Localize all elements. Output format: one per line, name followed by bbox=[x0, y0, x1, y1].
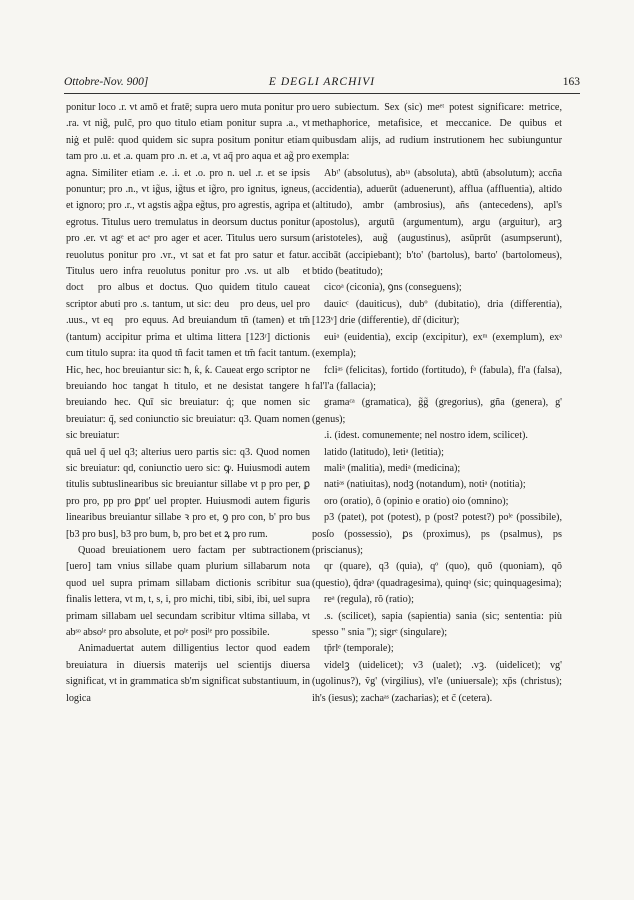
left-paragraph-4: Animaduertat autem dilligentius lector quod eadem breuiatura in diuersis materijs uel scientijs diuersa significat, vt in grammatica sb'm significat substantiuum, in logica bbox=[66, 643, 310, 704]
abbrev-entry-t: tp̃rlᵉ (temporale); bbox=[324, 643, 394, 655]
left-paragraph-2: quã uel q̃ uel q3; alterius uero partis sic: q3. Quod nomen sic breuiatur: qd, coniunctio uero sic: ꝙ. Huiusmodi autem titulis subtuslinearibus sic breuiantur sillabe vt p pro per, ꝑ pro pro, pp pro ꝑpt' uel propter. Huiusmodi autem figuris linearibus breuiantur sillabe ꝛ pro et, ꝯ pro con, b' pro bus [b3 pro bus], b3 pro bum, b, pro bet et ꝝ pro rum. bbox=[66, 446, 310, 540]
abbrev-entry-o: oro (oratio), ô (opinio e oratio) oio (omnino); bbox=[324, 495, 509, 507]
abbrev-entry-i: .i. (idest. comunemente; nel nostro idem, scilicet). bbox=[324, 430, 528, 442]
page-number: 163 bbox=[562, 76, 580, 88]
issue-date: Ottobre-Nov. 900] bbox=[64, 76, 149, 88]
abbrev-entry-l: latido (latitudo), letiᵃ (letitia); bbox=[324, 446, 444, 458]
abbrev-entry-a-b: Abᵗ' (absolutus), abᵗᵃ (absoluta), abtū (absolutum); accña (accidentia), aduerūt (aduenerunt), afflua (affluentia), altido (altitudo), ambr (ambrosius), añs (antecedens), apl's (apostolus), argutū (argumentum), argu (arguitur), arꝫ (aristoteles), aug̃ (augustinus), asūprūt (asumpserunt), accibāt (accipiebant); b'to' (bartolus), barto' (bartolomeus), btido (beatitudo); bbox=[312, 167, 562, 278]
left-paragraph-3: Quoad breuiationem uero factam per subtractionem [uero] tam vnius sillabe quam plurium sillabarum nota quod uel supra primam sillabam dictionis scribitur sua finalis lettera, vt m, t, s, i, pro michi, tibi, sibi, ibi, uel supra primam sillabam uel secundam scribitur vltima sillaba, vt abˢᵒ absoˡᵉ pro absolute, et poˡᵉ posiˡᵉ pro possibile. bbox=[66, 544, 310, 638]
abbrev-entry-m: maliᵃ (malitia), mediᵃ (medicina); bbox=[324, 462, 461, 474]
abbrev-entry-r: reᵃ (regula), rõ (ratio); bbox=[324, 594, 414, 606]
abbrev-entry-n: natiᵃˢ (natiuitas), nodꝫ (notandum), notiᵃ (notitia); bbox=[324, 479, 526, 491]
abbrev-entry-q: qr (quare), q3 (quia), qº (quo), quõ (quoniam), qõ (questio), q̃draᵃ (quadragesima), quinqᵃ (sic; quinquagesima); bbox=[312, 561, 562, 589]
abbrev-entry-g: gramaᶜᵃ (gramatica), g̃g̃ (gregorius), gña (genera), g' (genus); bbox=[312, 397, 562, 425]
abbrev-entry-s: .s. (scilicet), sapia (sapientia) sania (sic; sententia: più spesso " snia "); sigrᵉ (singulare); bbox=[312, 610, 562, 638]
left-paragraph-1: ponitur loco .r. vt amō et fratē; supra uero muta ponitur pro .ra. vt nig̃, pulc̃, pro quo titulo etiam ponitur supra .a., vt niġ et pulē: quod quidem sic supra positum ponitur etiam tam pro .u. et .a. quam pro .n. et .a, vt aq̃ pro aqua et ag̃ pro agna. Similiter etiam .e. .i. et .o. pro n. uel .r. et se ipsis ponuntur; pro .n., vt ig̃us, ig̃tus et ig̃ro, pro ignitus, igneus, et ignoro; pro .r., vt agstis ag̃pa eg̃tus, pro agrestis, agripa et egrotus. Titulus uero tremulatus in deorsum ductus ponitur pro .er. vt agᵉ et acᵉ pro ager et acer. Titulus uero sursum reuolutus ponitur pro .vr., vt sat et fat pro satur et fatur. Titulus uero infra reuolutus ponitur pro .vs. ut alb᷒ et doct᷒ pro albus et doctus. Quo quidem titulo caueat scriptor abuti pro .s. tantum, ut sic: deu᷒ pro deus, uel pro .uus., vt eq᷒ pro equus. Ad breuiandum tñ (tamen) et tm̃ (tantum) accipitur prima et ultima littera [123ʳ] dictionis cum titulo supra: ita quod tñ facit tamen et tm̃ facit tantum. Hic, hec, hoc breuiantur sic: ħ, ƙ, ƙ. Caueat ergo scriptor ne breuiando hoc tangat h titulo, et ne desistat tangere h breuiando hec. Quī sic breuiatur: q̇; que nomen sic breuiatur: q̃, sed coniunctio sic breuiatur: q3. Quam nomen sic breuiatur: bbox=[66, 102, 310, 442]
right-paragraph-intro: uero subiectum. Sex (sic) meᵉᵗ potest significare: metrice, methaphorice, metafisice, et meccanice. De quibus et quibusdam alijs, ad rudium instrutionem hec subiunguntur exempla: bbox=[312, 102, 562, 163]
abbrev-entry-p: p3 (patet), pot (potest), p (post? potest?) poˡᵉ (possibile), posſo (possessio), ꝑs (proximus), ps (psalmus), ps (priscianus); bbox=[312, 512, 562, 556]
abbrev-entry-e: euiᵃ (euidentia), excip (excipitur), exᵐ (exemplum), exᵃ (exempla); bbox=[312, 331, 562, 360]
journal-title: E DEGLI ARCHIVI bbox=[268, 76, 376, 88]
abbrev-entry-f: fcliᵃˢ (felicitas), fortido (fortitudo), fᵃ (fabula), fl'a (falsa), fal'l'a (fallacia); bbox=[312, 364, 562, 392]
right-column bbox=[312, 100, 562, 707]
abbrev-entry-c: cicoᵃ (ciconia), ꝯns (conseguens); bbox=[324, 282, 462, 294]
header-rule bbox=[64, 93, 580, 94]
abbrev-entry-d: dauicᶜ (dauiticus), dubº (dubitatio), dria (differentia), [123ᵛ] drie (differentie), dr̃ (dicitur); bbox=[312, 298, 562, 327]
running-header bbox=[64, 76, 580, 94]
left-column bbox=[66, 100, 310, 707]
abbrev-entry-v-z: videlꝫ (uidelicet); v3 (ualet); .vꝫ. (uidelicet); vg' (ugolinus?), ṽg' (virgilius), vl'e (uniuersale); xp̃s (christus); ih's (iesus); zachaᵃˢ (zacharias); et c̃ (cetera). bbox=[312, 659, 562, 704]
